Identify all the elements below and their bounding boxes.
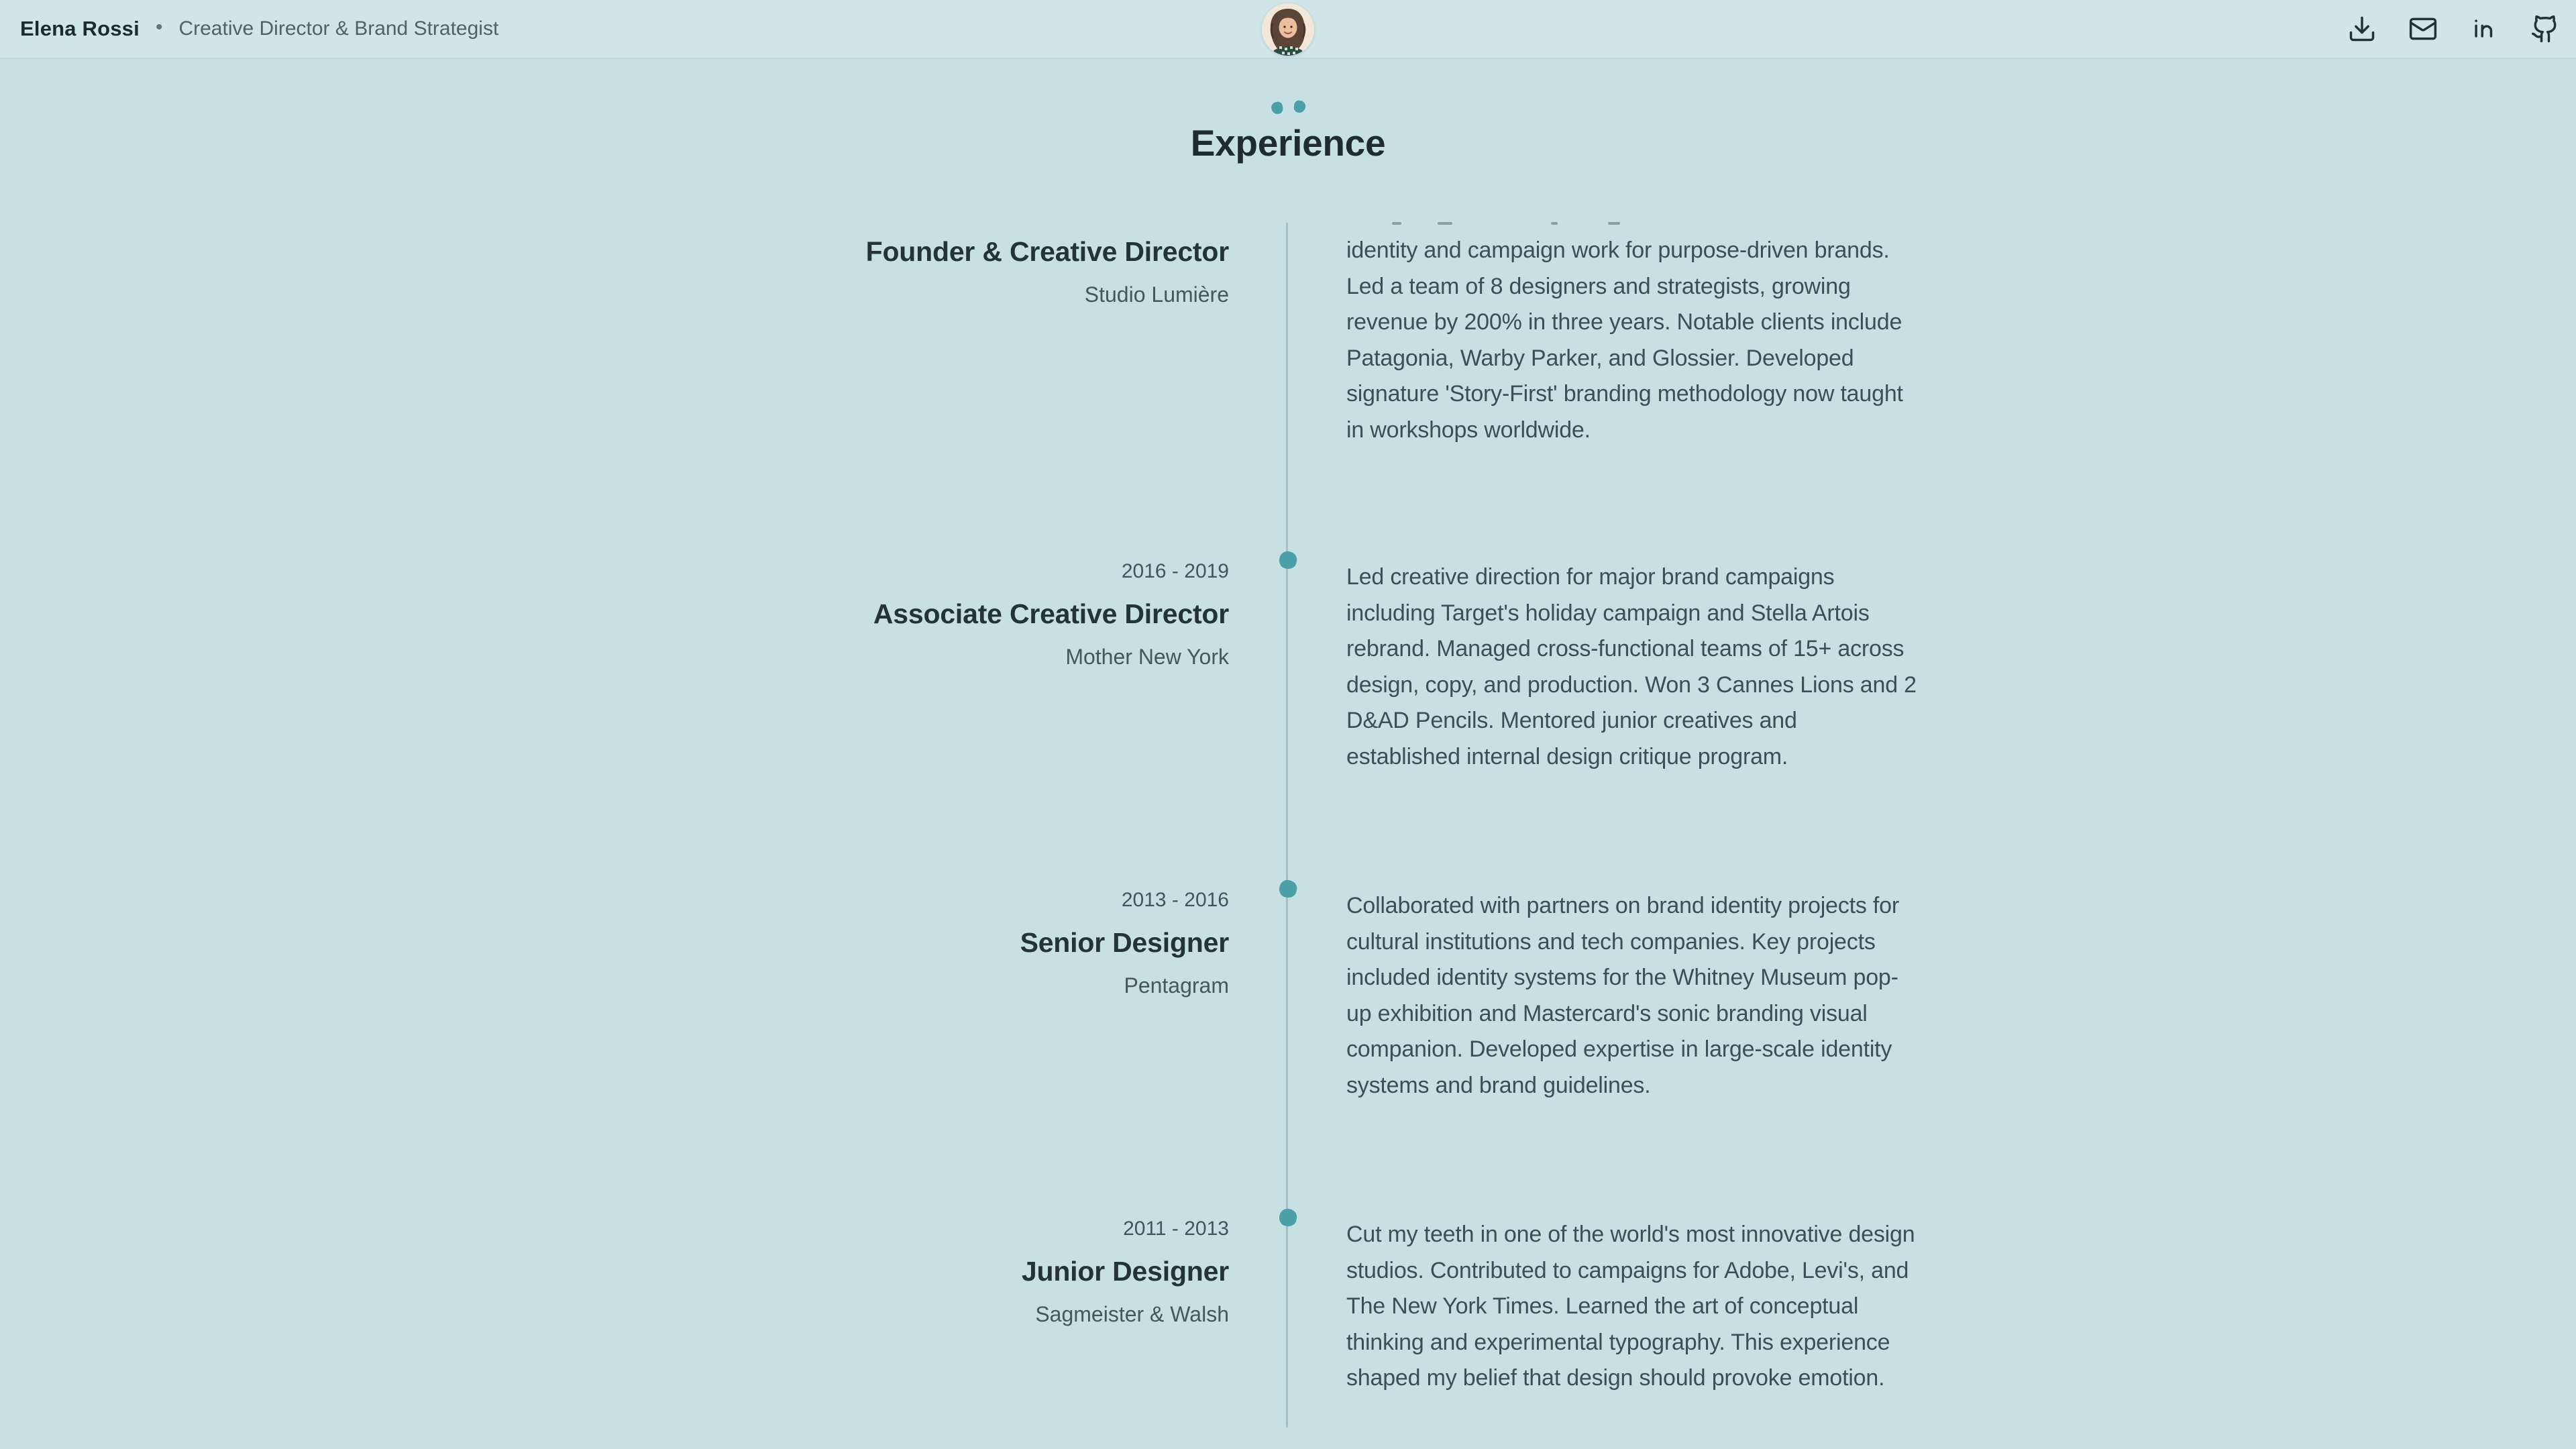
page-title: Experience	[1190, 122, 1386, 164]
entry-meta	[706, 1214, 1229, 1328]
entry-company: Sagmeister & Walsh	[1035, 1302, 1229, 1326]
clipped-text-fragment	[1551, 222, 1558, 225]
entry-date	[706, 195, 1229, 224]
download-icon[interactable]	[2347, 14, 2377, 44]
clipped-text-fragment	[1608, 222, 1620, 225]
entry-title: Associate Creative Director	[873, 598, 1229, 629]
entry-company: Pentagram	[1124, 973, 1229, 998]
person-role: Creative Director & Brand Strategist	[178, 17, 499, 40]
entry-description	[1346, 197, 1917, 448]
teal-dot-icon	[1293, 100, 1305, 113]
github-icon[interactable]	[2530, 14, 2560, 44]
entry-meta	[706, 195, 1229, 309]
avatar	[1262, 3, 1314, 56]
entry-meta	[706, 885, 1229, 1000]
timeline-line	[1286, 223, 1288, 1428]
entry-title: Junior Designer	[1021, 1256, 1229, 1287]
top-header-bar	[0, 0, 2576, 59]
clipped-text-line	[1346, 197, 1917, 233]
entry-description-text: identity and campaign work for purpose-driven brands. Led a team of 8 designers and strategists, growing revenue by 200% in three years. Notable clients include Patagonia, Warby Parker, and Glossier. Developed signature 'Story-First' branding methodology now taught in workshops worldwide.	[1346, 237, 1903, 443]
entry-description: Collaborated with partners on brand identity projects for cultural institutions and tech companies. Key projects included identity systems for the Whitney Museum pop-up exhibition and Mastercard's sonic branding visual companion. Developed expertise in large-scale identity systems and brand guidelines.	[1346, 893, 1899, 1098]
clipped-text-fragment	[1438, 222, 1452, 225]
mail-icon[interactable]	[2408, 14, 2438, 44]
entry-description: Led creative direction for major brand campaigns including Target's holiday campaign and Stella Artois rebrand. Managed cross-functional teams of 15+ across design, copy, and production. Won 3 Cannes Lions and 2 D&AD Pencils. Mentored junior creatives and established internal design critique program.	[1346, 564, 1917, 769]
entry-title: Founder & Creative Director	[865, 236, 1229, 267]
header-actions	[2347, 14, 2560, 44]
entry-company: Studio Lumière	[1084, 282, 1229, 307]
timeline-dot-icon	[1278, 879, 1299, 900]
entry-date: 2011 - 2013	[1123, 1218, 1229, 1240]
entry-date: 2016 - 2019	[1121, 560, 1229, 582]
person-name: Elena Rossi	[20, 17, 140, 40]
timeline-dot-icon	[1278, 550, 1299, 571]
entry-meta	[706, 557, 1229, 671]
entry-title: Senior Designer	[1020, 927, 1229, 958]
clipped-text-fragment	[1392, 222, 1401, 225]
header-identity	[20, 17, 498, 41]
entry-date: 2013 - 2016	[1121, 889, 1229, 911]
separator-dot: •	[155, 16, 163, 38]
teal-dot-icon	[1271, 101, 1283, 115]
entry-company: Mother New York	[1065, 645, 1229, 669]
heading-ornament-dots	[0, 101, 2576, 113]
entry-description: Cut my teeth in one of the world's most innovative design studios. Contributed to campaigns for Adobe, Levi's, and The New York Times. Learned the art of conceptual thinking and experimental typography. This experience shaped my belief that design should provoke emotion.	[1346, 1222, 1915, 1391]
linkedin-icon[interactable]	[2469, 14, 2499, 44]
avatar-illustration	[1262, 3, 1314, 56]
timeline-dot-icon	[1278, 1208, 1299, 1228]
